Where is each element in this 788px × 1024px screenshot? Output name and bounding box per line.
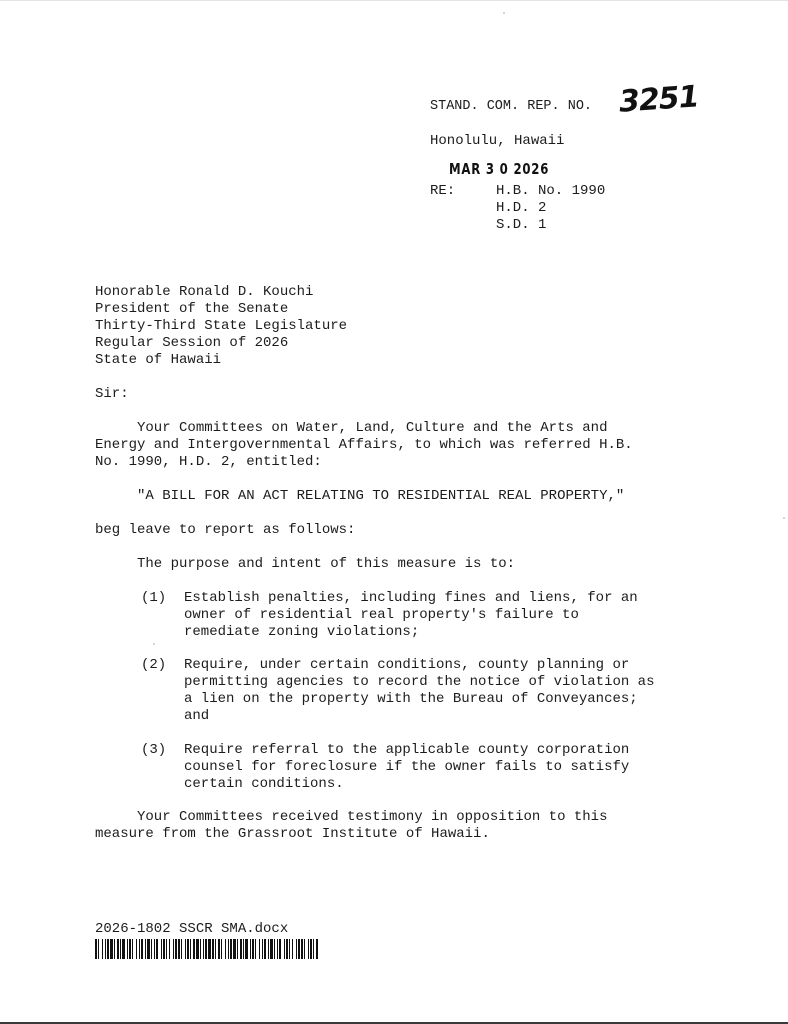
date-stamp: MAR 3 0 2026 [449, 160, 550, 178]
addressee-line: Honorable Ronald D. Kouchi [95, 284, 314, 300]
addressee-line: President of the Senate [95, 301, 289, 317]
item-line: remediate zoning violations; [184, 624, 420, 640]
item-number: (1) [141, 590, 167, 606]
report-label: STAND. COM. REP. NO. [430, 99, 593, 114]
location-line: Honolulu, Hawaii [430, 133, 565, 149]
item-line: Require referral to the applicable county corporation [184, 742, 630, 758]
re-line: H.D. 2 [496, 200, 547, 216]
item-line: Establish penalties, including fines and liens, for an [184, 590, 638, 606]
item-line: counsel for foreclosure if the owner fails to satisfy [184, 759, 630, 775]
re-label: RE: [430, 183, 456, 199]
intro-line: Energy and Intergovernmental Affairs, to which was referred H.B. [95, 437, 633, 453]
purpose-line: The purpose and intent of this measure is to: [95, 556, 516, 572]
barcode-image [95, 939, 319, 959]
bill-title: "A BILL FOR AN ACT RELATING TO RESIDENTIAL REAL PROPERTY," [95, 488, 625, 504]
testimony-line: measure from the Grassroot Institute of Hawaii. [95, 826, 490, 842]
item-line: Require, under certain conditions, county planning or [184, 657, 630, 673]
intro-line: No. 1990, H.D. 2, entitled: [95, 454, 322, 470]
intro-line: Your Committees on Water, Land, Culture and the Arts and [95, 420, 608, 436]
scan-speck [153, 643, 155, 645]
handwritten-report-number: 3251 [617, 79, 700, 120]
scan-speck [503, 12, 505, 14]
re-line: S.D. 1 [496, 217, 547, 233]
item-line: certain conditions. [184, 776, 344, 792]
addressee-line: Regular Session of 2026 [95, 335, 289, 351]
report-line: beg leave to report as follows: [95, 522, 356, 538]
addressee-line: Thirty-Third State Legislature [95, 318, 348, 334]
item-number: (3) [141, 742, 167, 758]
item-line: and [184, 708, 210, 724]
item-line: owner of residential real property's failure to [184, 607, 579, 623]
item-line: a lien on the property with the Bureau of Conveyances; [184, 691, 638, 707]
testimony-line: Your Committees received testimony in opposition to this [95, 809, 608, 825]
re-line: H.B. No. 1990 [496, 183, 606, 199]
salutation: Sir: [95, 386, 129, 402]
file-name: 2026-1802 SSCR SMA.docx [95, 921, 289, 937]
item-number: (2) [141, 657, 167, 673]
addressee-line: State of Hawaii [95, 352, 222, 368]
item-line: permitting agencies to record the notice of violation as [184, 674, 655, 690]
scan-speck [783, 517, 785, 519]
